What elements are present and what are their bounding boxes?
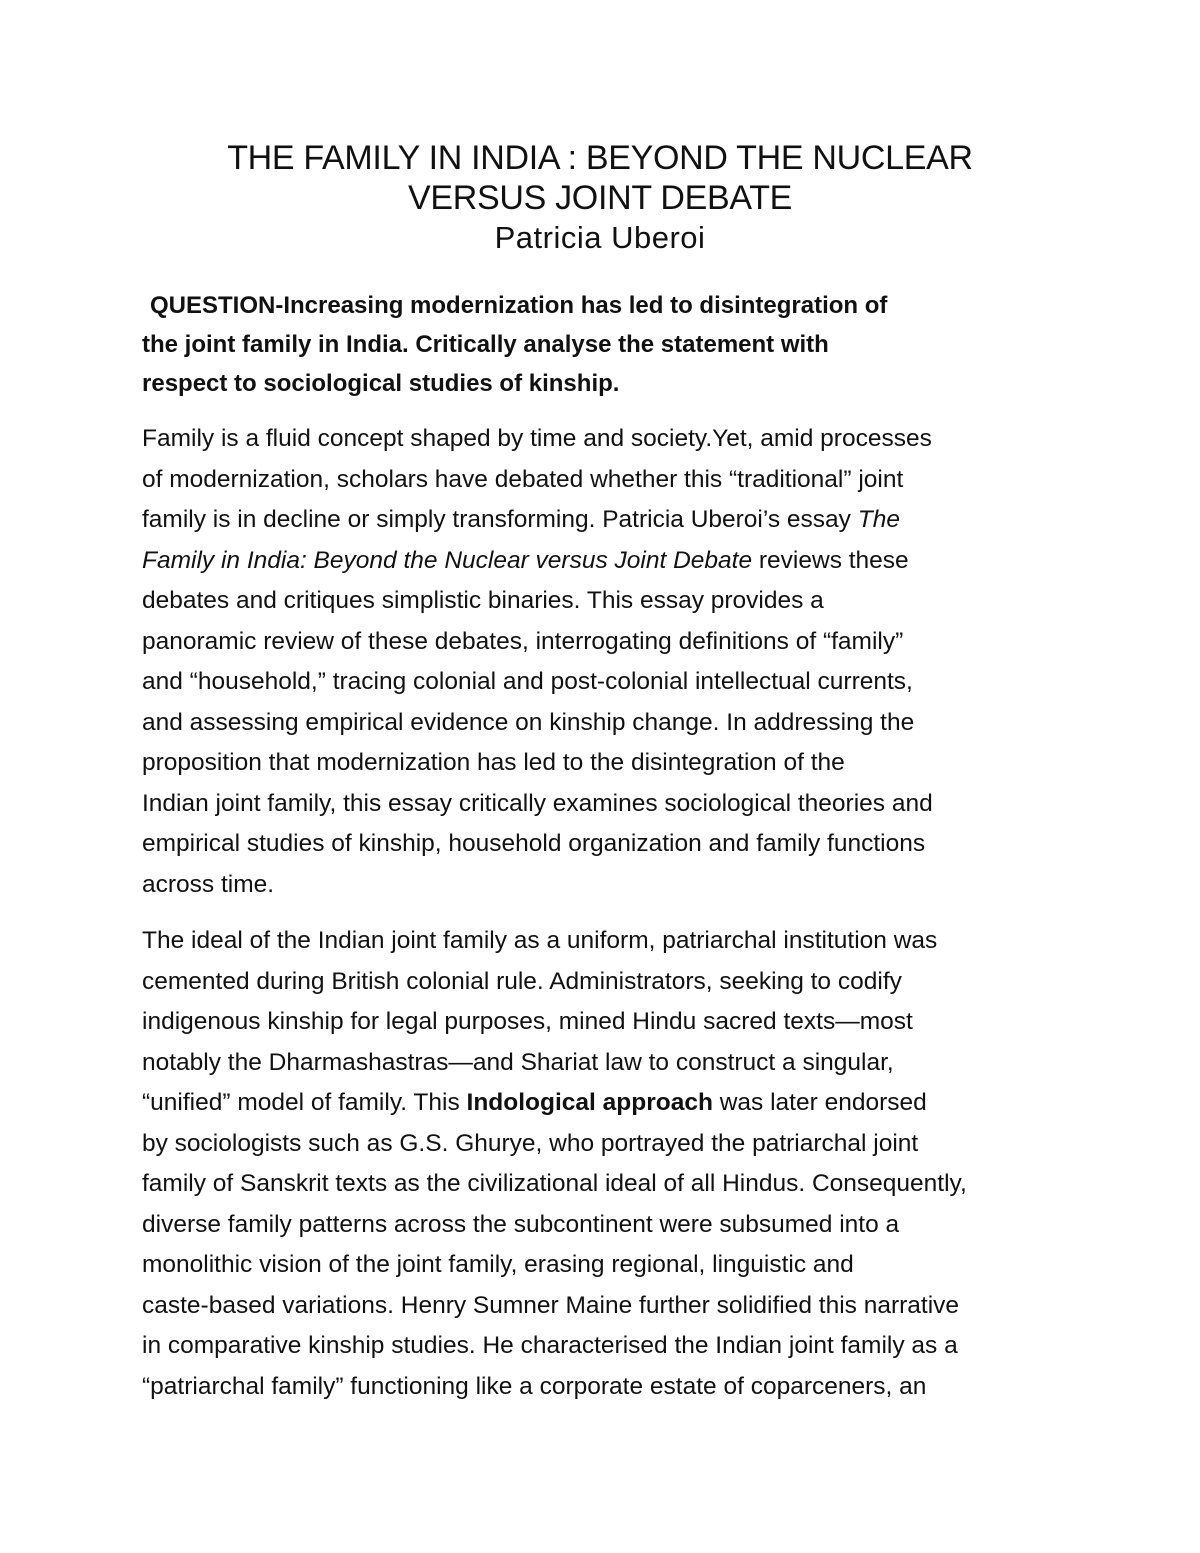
text-line: indigenous kinship for legal purposes, mined Hindu sacred texts—most [142, 1008, 913, 1035]
text-line: proposition that modernization has led to the disintegration of the [142, 749, 845, 776]
text-line: and assessing empirical evidence on kinship change. In addressing the [142, 708, 915, 736]
text-line: debates and critiques simplistic binaries. This essay provides a [142, 587, 824, 614]
text-line [142, 1083, 1072, 1124]
text-line: cemented during British colonial rule. Administrators, seeking to codify [142, 967, 902, 995]
text-line: notably the Dharmashastras—and Shariat law to construct a singular, [142, 1048, 894, 1076]
text-line: in comparative kinship studies. He characterised the Indian joint family as a [142, 1332, 958, 1359]
text-line: across time. [142, 870, 275, 898]
text-segment: “unified” model of family. This [142, 1089, 467, 1116]
text-line: by sociologists such as G.S. Ghurye, who portrayed the patriarchal joint [142, 1129, 919, 1157]
text-line [142, 541, 1072, 582]
body-text [142, 286, 1072, 1423]
paragraph-introduction [142, 419, 1072, 905]
text-line: Indian joint family, this essay critically examines sociological theories and [142, 789, 933, 817]
text-line: “patriarchal family” functioning like a corporate estate of coparceners, an [142, 1372, 927, 1400]
question-line: QUESTION-Increasing modernization has led to disintegration of [150, 292, 888, 319]
text-line: empirical studies of kinship, household organization and family functions [142, 830, 926, 857]
text-segment: family is in decline or simply transforming. Patricia Uberoi’s essay [142, 506, 858, 533]
indological-approach-bold: Indological approach [466, 1089, 713, 1116]
title-block [100, 138, 1100, 258]
text-segment: was later endorsed [712, 1089, 927, 1116]
title-line-1: THE FAMILY IN INDIA : BEYOND THE NUCLEAR [227, 139, 973, 177]
question-line: the joint family in India. Critically analyse the statement with [142, 331, 829, 358]
question-line: respect to sociological studies of kinship. [142, 370, 620, 397]
text-line [142, 500, 1072, 541]
text-line: family of Sanskrit texts as the civilizational ideal of all Hindus. Consequently, [142, 1170, 967, 1197]
text-line: of modernization, scholars have debated whether this “traditional” joint [142, 465, 904, 493]
text-line: Family is a fluid concept shaped by time and society.Yet, amid processes [142, 425, 932, 452]
essay-title-italic: The [857, 506, 900, 533]
essay-title-italic: Family in India: Beyond the Nuclear versus Joint Debate [142, 546, 753, 574]
paragraph-colonial-ideal [142, 921, 1072, 1407]
text-line: and “household,” tracing colonial and post-colonial intellectual currents, [142, 668, 913, 695]
text-line: diverse family patterns across the subcontinent were subsumed into a [142, 1210, 900, 1238]
text-line: caste-based variations. Henry Sumner Maine further solidified this narrative [142, 1291, 960, 1319]
text-segment: reviews these [752, 546, 909, 574]
text-line: panoramic review of these debates, interrogating definitions of “family” [142, 627, 904, 655]
text-line: monolithic vision of the joint family, erasing regional, linguistic and [142, 1251, 854, 1278]
title-line-2: VERSUS JOINT DEBATE [407, 179, 793, 217]
question-paragraph [142, 286, 1072, 403]
author-name: Patricia Uberoi [494, 220, 706, 255]
text-line: The ideal of the Indian joint family as a uniform, patriarchal institution was [142, 927, 938, 954]
document-title [100, 138, 1100, 218]
